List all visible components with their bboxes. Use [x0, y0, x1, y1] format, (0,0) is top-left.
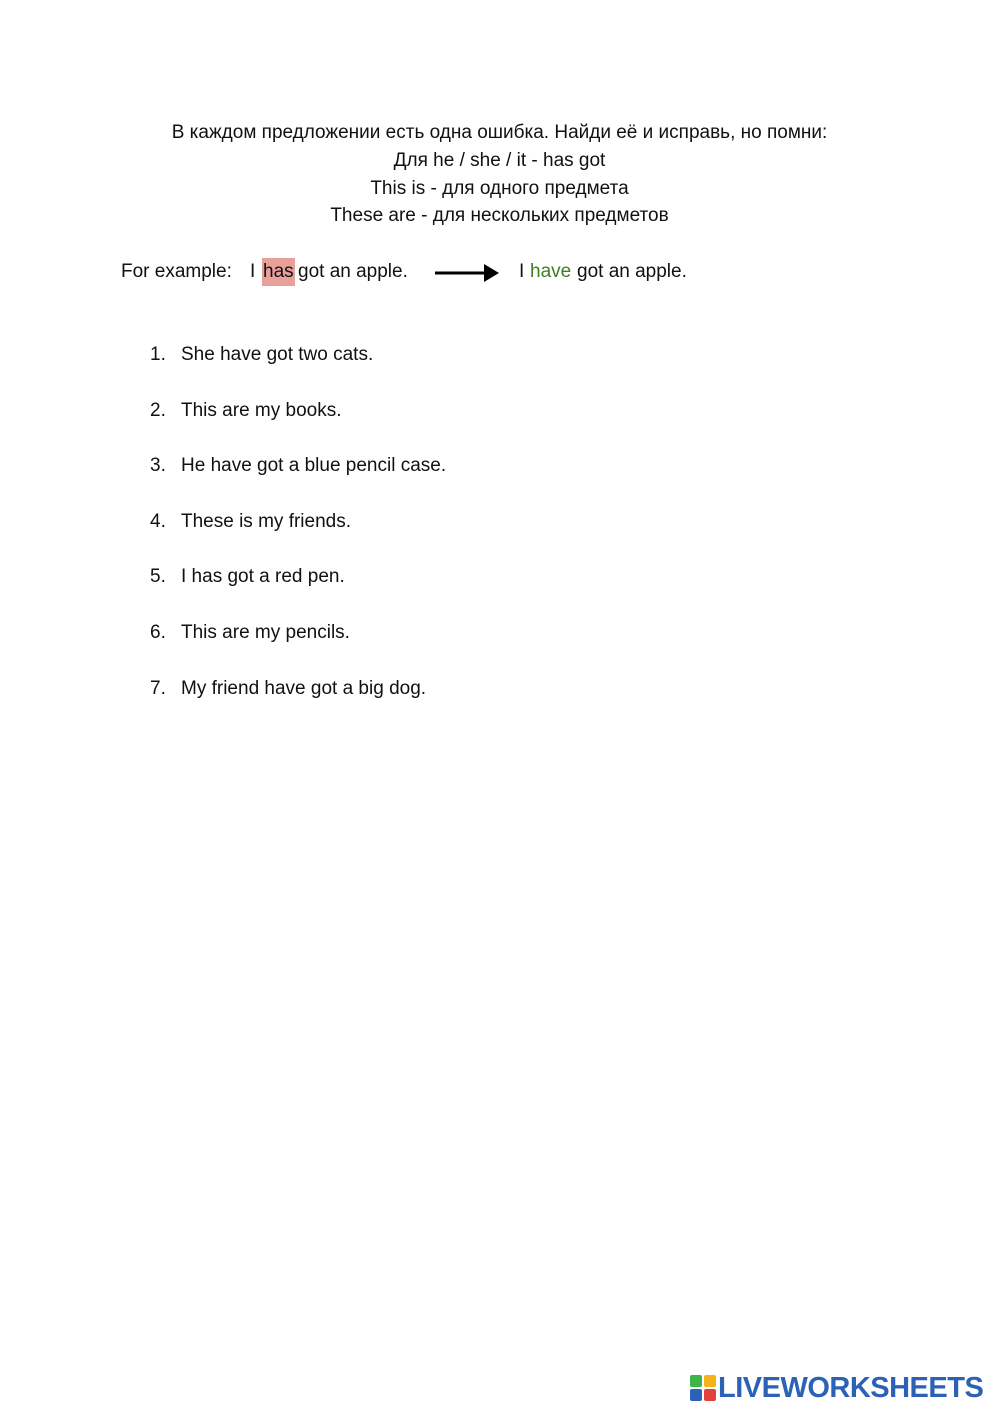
example-wrong-subject: I	[250, 261, 256, 282]
task-sentence: I has got a red pen.	[181, 566, 345, 588]
task-sentence: My friend have got a big dog.	[181, 677, 427, 699]
instructions	[0, 119, 999, 230]
instruction-line-3: This is - для одного предмета	[370, 177, 629, 199]
task-item	[0, 675, 999, 731]
instruction-line-4: These are - для нескольких предметов	[330, 205, 669, 227]
example-correct-word: have	[530, 261, 572, 282]
task-number: 4.	[150, 510, 166, 532]
task-item	[0, 563, 999, 619]
task-sentence: He have got a blue pencil case.	[181, 455, 447, 477]
example-row	[0, 258, 999, 288]
task-number: 5.	[150, 566, 166, 588]
task-number: 1.	[150, 344, 166, 365]
right-arrow-icon	[434, 261, 500, 285]
task-number: 7.	[150, 677, 166, 699]
task-number: 2.	[150, 399, 166, 421]
task-list	[0, 341, 999, 730]
example-correct-subject: I	[519, 261, 525, 282]
example-wrong-word: has	[262, 258, 295, 286]
example-wrong-rest: got an apple.	[298, 261, 408, 282]
liveworksheets-brand[interactable]	[690, 1371, 990, 1403]
task-item	[0, 397, 999, 453]
task-sentence: These is my friends.	[181, 510, 351, 532]
task-item	[0, 452, 999, 508]
task-sentence: This are my pencils.	[181, 621, 350, 643]
task-item	[0, 619, 999, 675]
task-number: 3.	[150, 455, 166, 477]
instruction-line-1: В каждом предложении есть одна ошибка. Найди её и исправь, но помни:	[171, 122, 828, 143]
task-sentence: This are my books.	[181, 399, 342, 421]
example-correct-rest: got an apple.	[577, 261, 687, 282]
example-label: For example:	[121, 261, 232, 282]
task-sentence: She have got two cats.	[181, 344, 374, 365]
liveworksheets-logo-icon	[690, 1375, 716, 1401]
task-number: 6.	[150, 621, 166, 643]
task-item	[0, 341, 999, 397]
task-item	[0, 508, 999, 564]
liveworksheets-wordmark: LIVEWORKSHEETS	[718, 1372, 984, 1404]
instruction-line-2: Для he / she / it - has got	[393, 149, 606, 171]
